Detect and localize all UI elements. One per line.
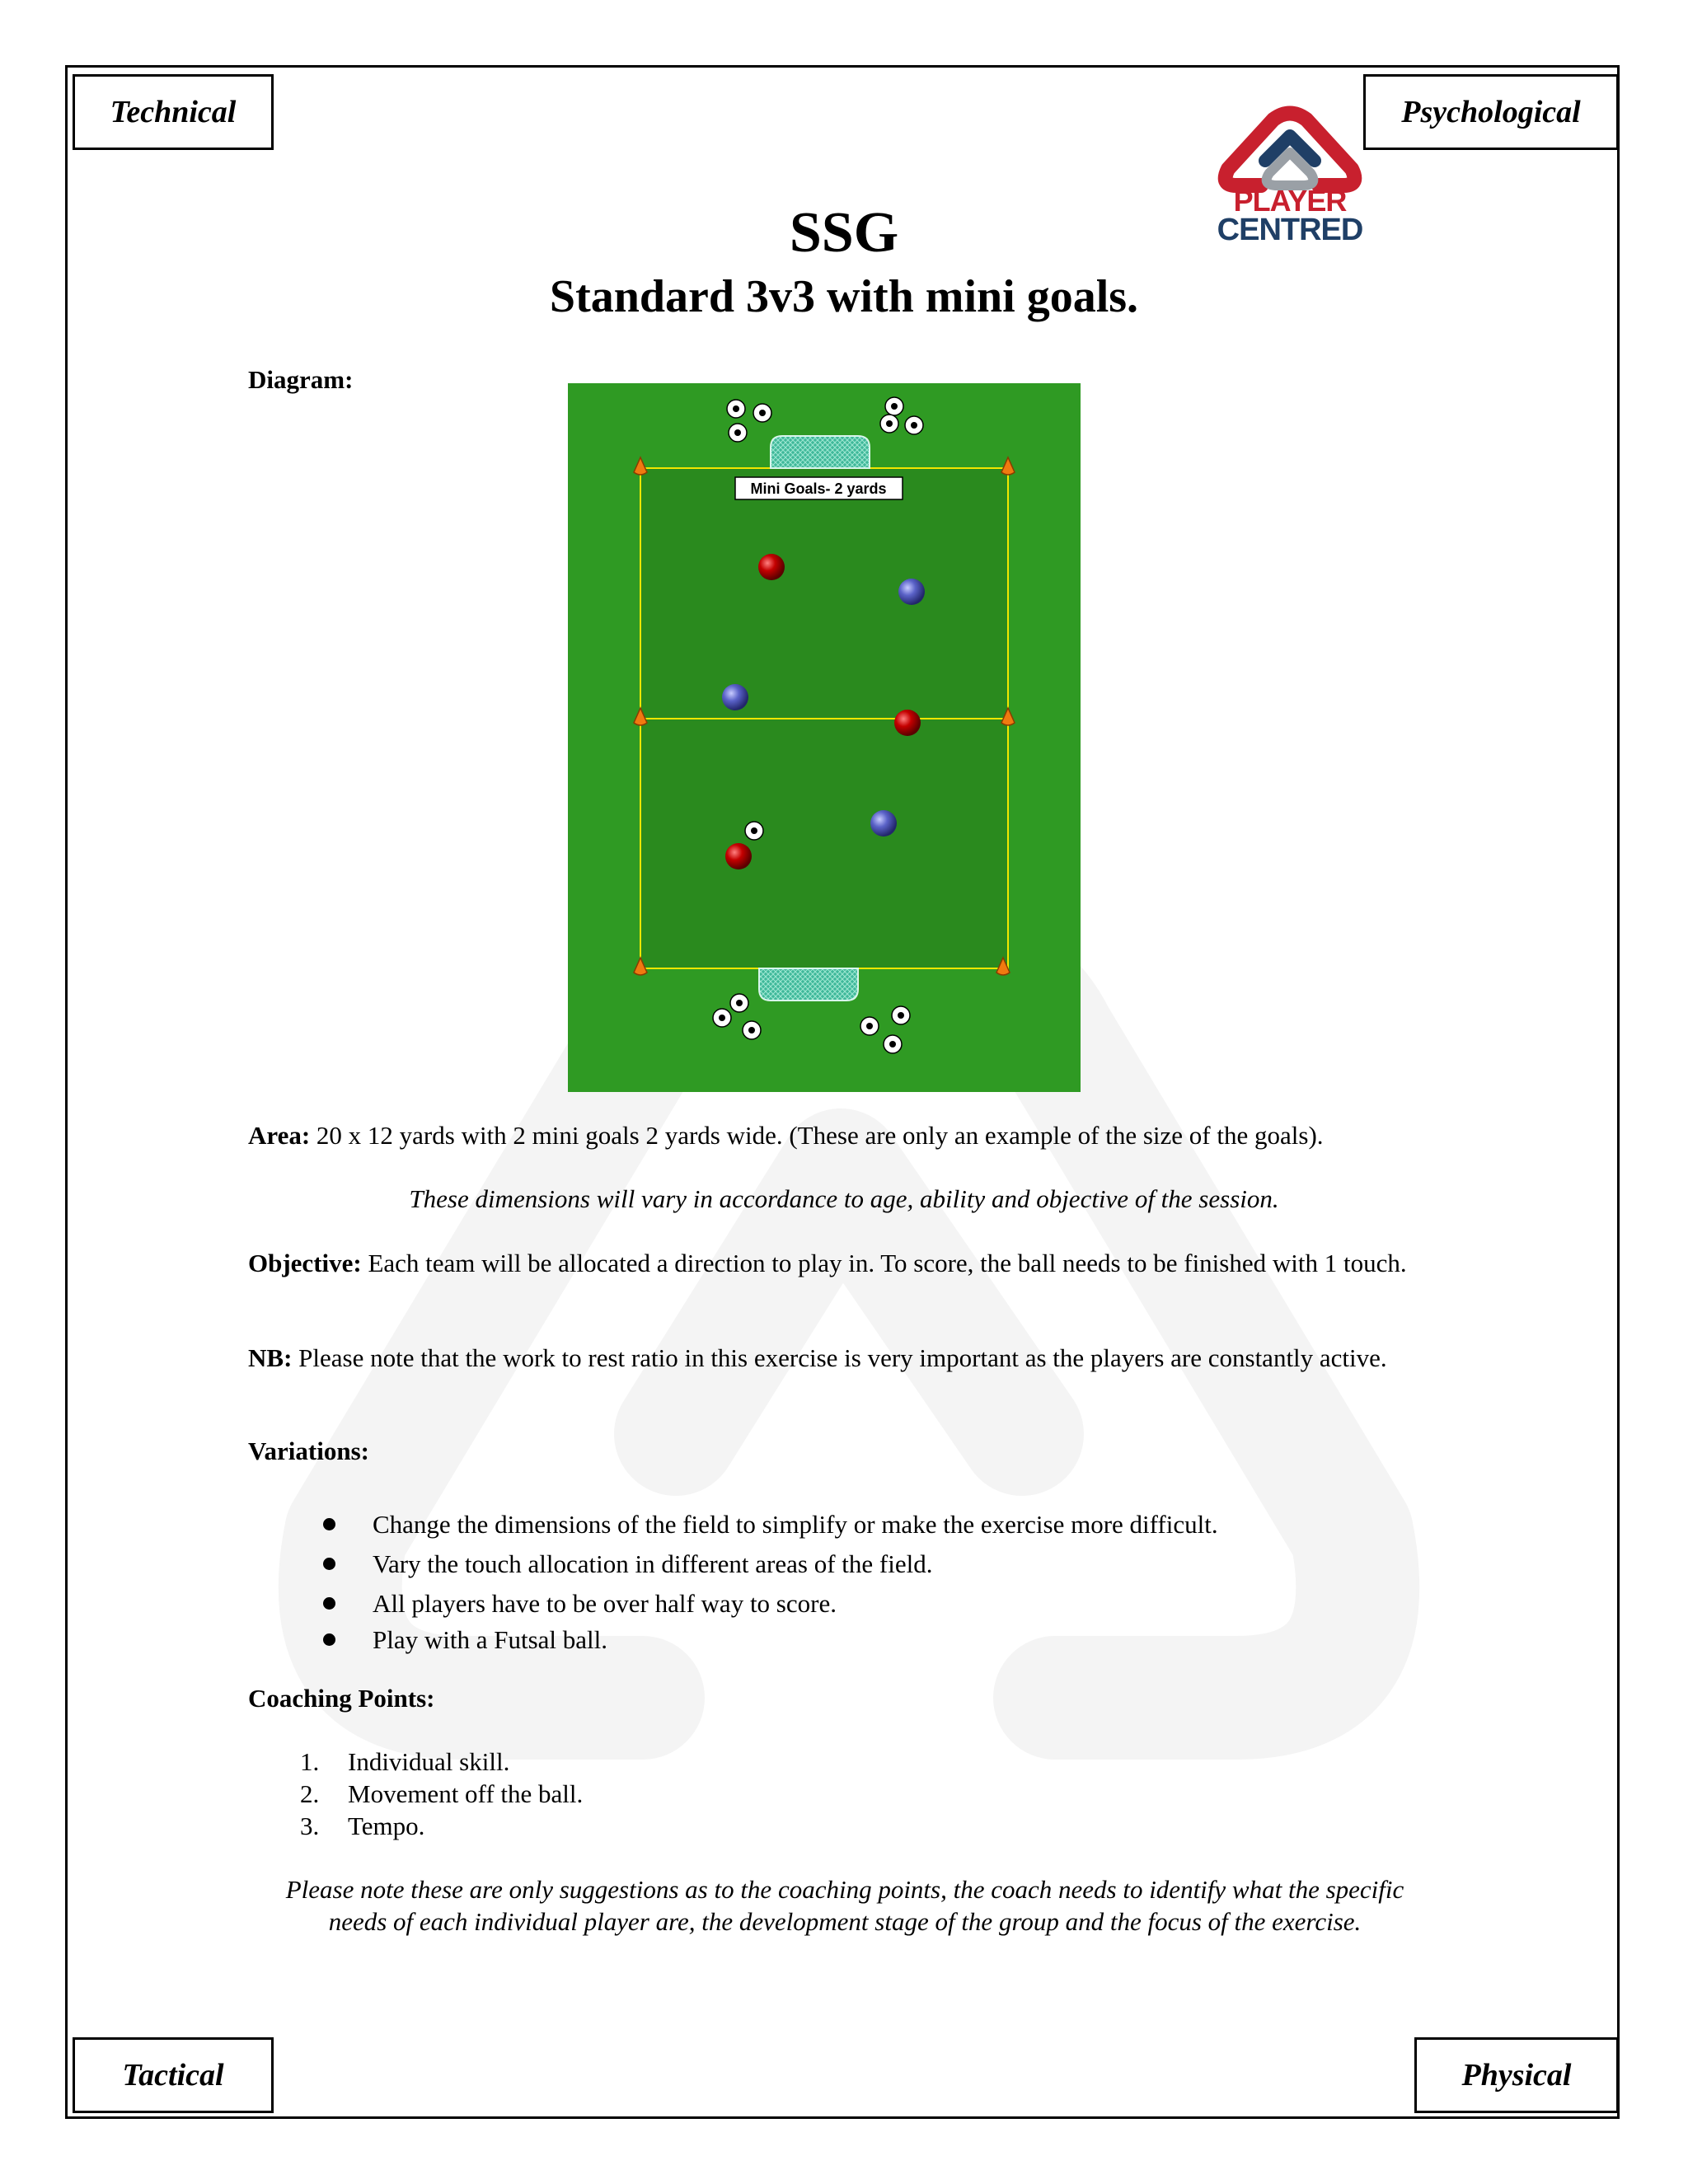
- coaching-points-label: Coaching Points:: [248, 1684, 435, 1713]
- blue-player: [898, 579, 925, 605]
- blue-player: [722, 684, 748, 710]
- list-item: [247, 1584, 1218, 1624]
- list-item: [247, 1505, 1218, 1544]
- bullet-icon: [323, 1558, 335, 1570]
- nb-label: NB:: [248, 1343, 293, 1372]
- red-player: [758, 554, 785, 580]
- page-title: SSG: [789, 201, 899, 265]
- nb-text: Please note that the work to rest ratio in this exercise is very important as the players are constantly active.: [292, 1343, 1387, 1372]
- bullet-icon: [323, 1633, 335, 1646]
- variation-text: Play with a Futsal ball.: [373, 1625, 608, 1654]
- coaching-points-list: [247, 1746, 583, 1842]
- bullet-icon: [323, 1597, 335, 1610]
- page-subtitle: Standard 3v3 with mini goals.: [549, 271, 1139, 322]
- coaching-point-text: Individual skill.: [348, 1747, 510, 1776]
- logo-player-text: PLAYER: [1233, 184, 1347, 218]
- dimensions-note: These dimensions will vary in accordance to age, ability and objective of the session.: [409, 1184, 1279, 1213]
- item-number: 1.: [300, 1747, 320, 1776]
- variations-label: Variations:: [248, 1436, 369, 1465]
- variations-list: [247, 1505, 1218, 1656]
- corner-technical: Technical: [73, 74, 274, 150]
- bullet-icon: [323, 1518, 335, 1530]
- football-icon: [885, 397, 903, 415]
- list-item: [247, 1810, 583, 1842]
- item-number: 3.: [300, 1811, 320, 1840]
- area-paragraph: [248, 1119, 1435, 1151]
- red-player: [894, 710, 921, 736]
- blue-player: [870, 810, 897, 837]
- corner-tactical: Tactical: [73, 2037, 274, 2113]
- variation-text: Vary the touch allocation in different areas of the field.: [373, 1549, 933, 1578]
- logo-centred-text: CENTRED: [1217, 213, 1363, 247]
- corner-physical: Physical: [1414, 2037, 1619, 2113]
- variation-text: All players have to be over half way to score.: [373, 1589, 837, 1618]
- top-mini-goal: [771, 436, 870, 468]
- football-icon: [743, 1021, 761, 1039]
- list-item: [247, 1778, 583, 1810]
- football-icon: [884, 1035, 902, 1053]
- corner-psychological: Psychological: [1363, 74, 1619, 150]
- diagram-label: Diagram:: [248, 365, 354, 394]
- football-icon: [713, 1009, 731, 1027]
- pitch-diagram: [568, 383, 1081, 1092]
- list-item: [247, 1544, 1218, 1584]
- objective-label: Objective:: [248, 1249, 362, 1277]
- coaching-point-text: Movement off the ball.: [348, 1779, 584, 1808]
- football-icon: [753, 404, 771, 422]
- bottom-mini-goal: [759, 968, 858, 1001]
- coaching-point-text: Tempo.: [348, 1811, 425, 1840]
- list-item: [247, 1746, 583, 1778]
- football-icon: [730, 994, 748, 1012]
- area-text: 20 x 12 yards with 2 mini goals 2 yards wide. (These are only an example of the size of the goals).: [310, 1121, 1324, 1150]
- football-icon: [727, 400, 745, 418]
- football-icon: [729, 424, 747, 442]
- objective-paragraph: [248, 1247, 1435, 1279]
- goal-label-text: Mini Goals- 2 yards: [750, 480, 887, 497]
- item-number: 2.: [300, 1779, 320, 1808]
- football-icon: [745, 822, 763, 840]
- area-label: Area:: [248, 1121, 311, 1150]
- list-item: [247, 1624, 1218, 1656]
- closing-note: Please note these are only suggestions as to the coaching points, the coach needs to identify what the specific needs of each individual player are, the development stage of the group and the focus of the exercise.: [285, 1875, 1404, 1936]
- red-player: [725, 843, 752, 869]
- football-icon: [905, 416, 923, 434]
- football-icon: [880, 415, 898, 433]
- football-icon: [860, 1017, 879, 1035]
- nb-paragraph: [248, 1342, 1435, 1374]
- football-icon: [892, 1006, 910, 1024]
- objective-text: Each team will be allocated a direction to play in. To score, the ball needs to be finished with 1 touch.: [361, 1249, 1407, 1277]
- variation-text: Change the dimensions of the field to simplify or make the exercise more difficult.: [373, 1510, 1218, 1539]
